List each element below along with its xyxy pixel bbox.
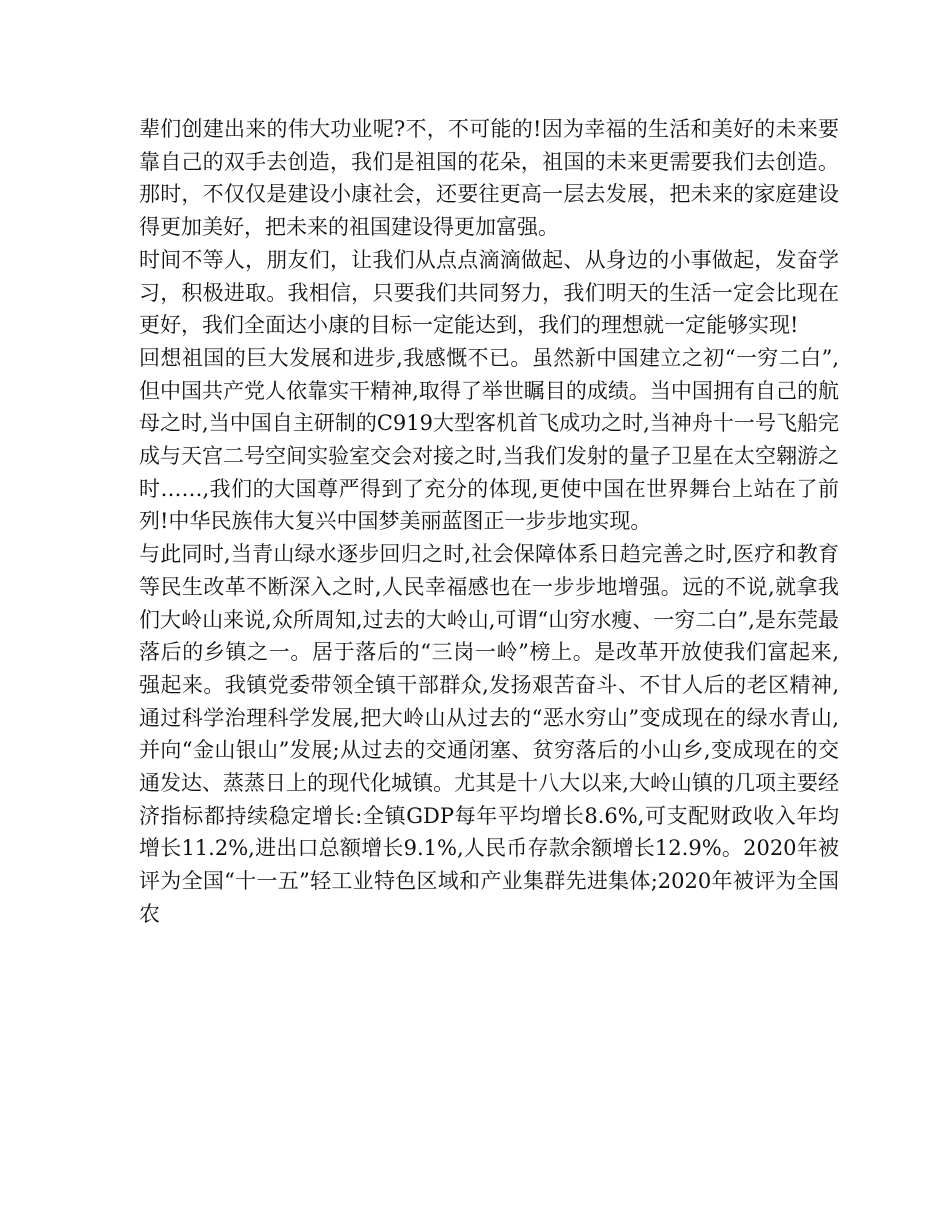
paragraph-motherland-progress: 回想祖国的巨大发展和进步,我感慨不已。虽然新中国建立之初“一穷二白”,但中国共产党人依靠实干精神,取得了举世瞩目的成绩。当中国拥有自己的航母之时,当中国自主研制的C919大型客机首飞成功之时,当神舟十一号飞船完成与天宫二号空间实验室交会对接之时,当我们发射的量子卫星在太空翱游之时……,我们的大国尊严得到了充分的体现,更使中国在世界舞台上站在了前列!中华民族伟大复兴中国梦美丽蓝图正一步步地实现。: [139, 345, 839, 534]
paragraph-creation: 辈们创建出来的伟大功业呢?不，不可能的!因为幸福的生活和美好的未来要靠自己的双手去创造，我们是祖国的花朵，祖国的未来更需要我们去创造。那时，不仅仅是建设小康社会，还要往更高一层去发展，把未来的家庭建设得更加美好，把未来的祖国建设得更加富强。: [139, 117, 839, 240]
paragraph-time-waits: 时间不等人，朋友们，让我们从点点滴滴做起、从身边的小事做起，发奋学习，积极进取。我相信，只要我们共同努力，我们明天的生活一定会比现在更好，我们全面达小康的目标一定能达到，我们的理想就一定能够实现!: [139, 247, 839, 338]
document-page: [139, 113, 839, 931]
paragraph-dalingshan-development: 与此同时,当青山绿水逐步回归之时,社会保障体系日趋完善之时,医疗和教育等民生改革不断深入之时,人民幸福感也在一步步地增强。远的不说,就拿我们大岭山来说,众所周知,过去的大岭山,可谓“山穷水瘦、一穷二白”,是东莞最落后的乡镇之一。居于落后的“三岗一岭”榜上。是改革开放使我们富起来,强起来。我镇党委带领全镇干部群众,发扬艰苦奋斗、不甘人后的老区精神,通过科学治理科学发展,把大岭山从过去的“恶水穷山”变成现在的绿水青山,并向“金山银山”发展;从过去的交通闭塞、贫穷落后的小山乡,变成现在的交通发达、蒸蒸日上的现代化城镇。尤其是十八大以来,大岭山镇的几项主要经济指标都持续稳定增长:全镇GDP每年平均增长8.6%,可支配财政收入年均增长11.2%,进出口总额增长9.1%,人民币存款余额增长12.9%。2020年被评为全国“十一五”轻工业特色区域和产业集群先进集体;2020年被评为全国农: [139, 542, 839, 926]
